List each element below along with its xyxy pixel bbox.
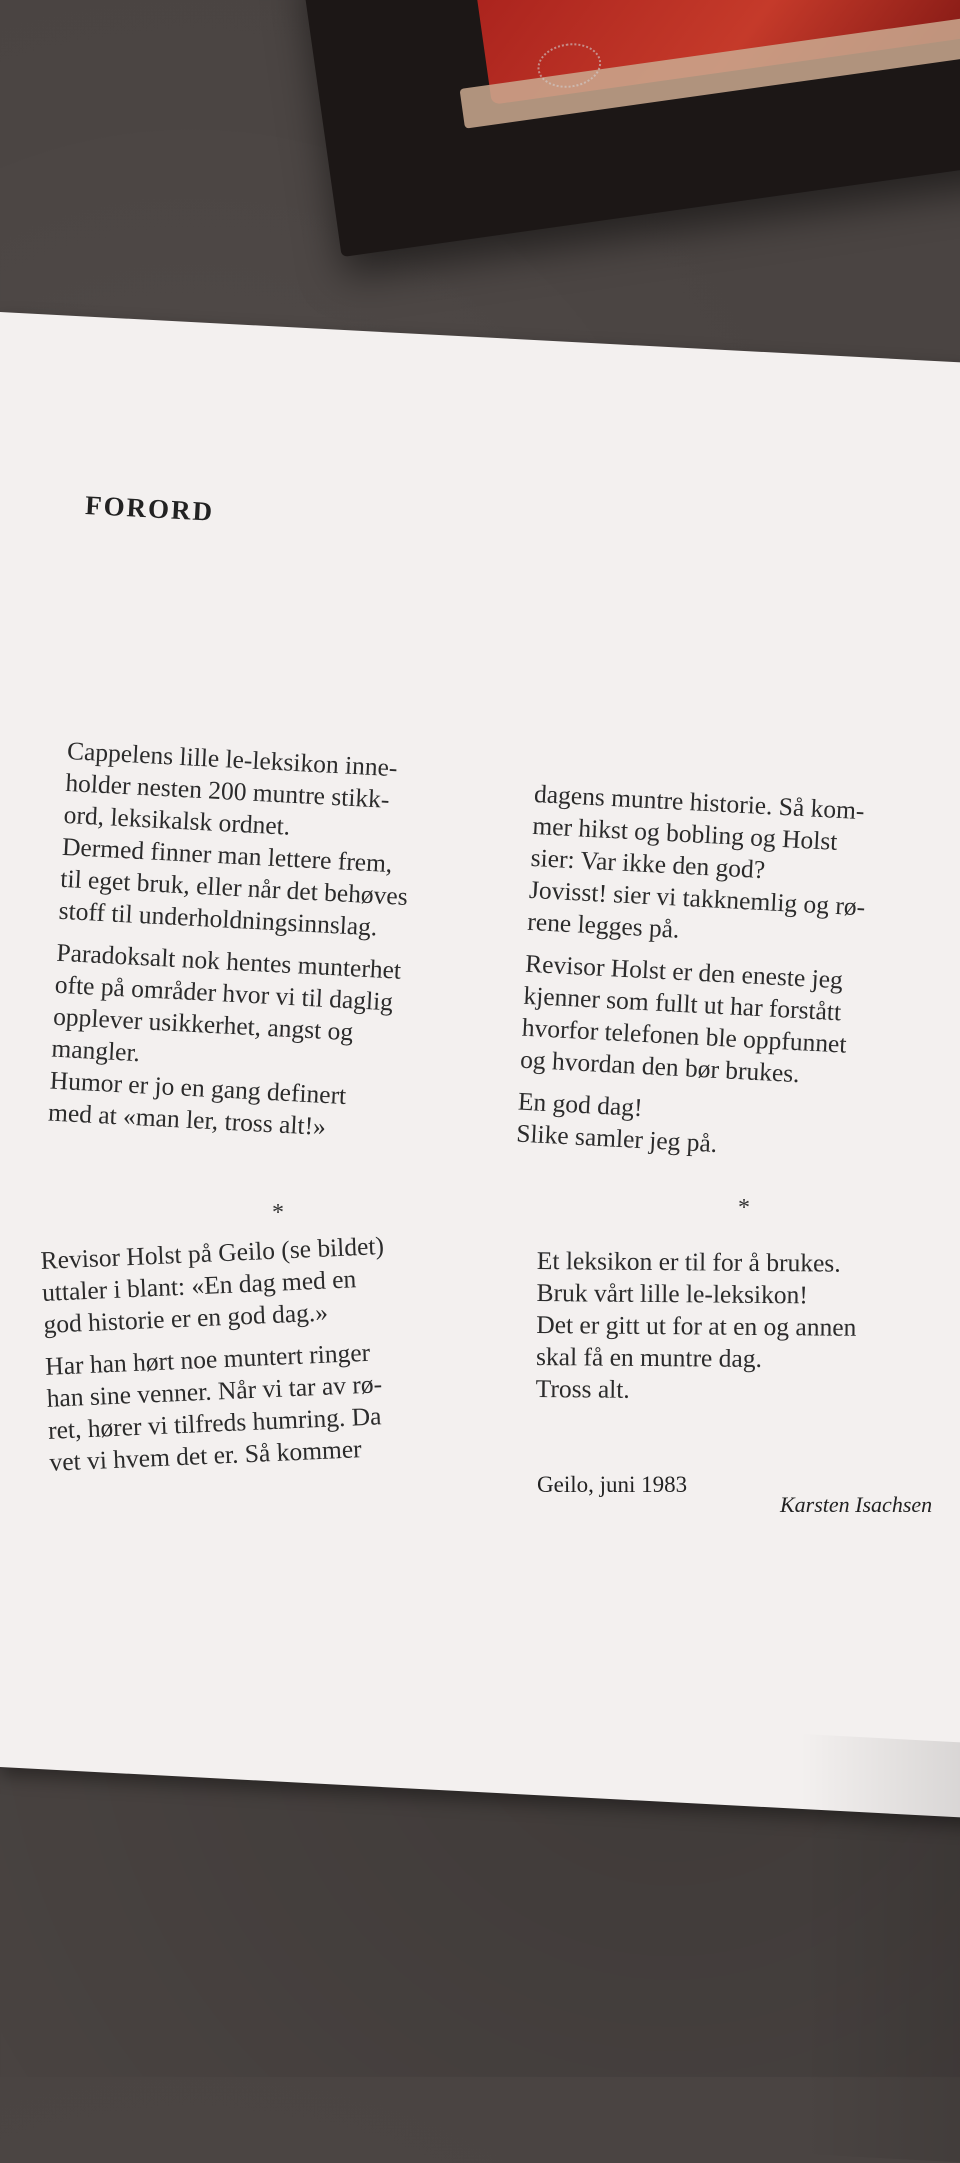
paragraph: Revisor Holst er den eneste jeg kjenner som fullt ut har forstått hvorfor telefonen ble oppfunnet og hvordan den bør brukes. <box>519 948 848 1089</box>
right-column-bottom <box>536 1245 947 1419</box>
signature: Karsten Isachsen <box>780 1492 933 1517</box>
background-book <box>300 0 960 257</box>
left-column-top <box>47 735 508 1161</box>
separator-right: * <box>738 1195 750 1221</box>
page-title: FORORD <box>84 490 215 527</box>
right-column-top <box>515 778 934 1180</box>
place-date: Geilo, juni 1983 <box>537 1472 688 1497</box>
left-column-bottom <box>40 1225 510 1489</box>
paragraph: Har han hørt noe muntert ringer han sine venner. Når vi tar av rø- ret, hører vi tilfreds humring. Da vet vi hvem det er. Så kommer <box>44 1337 383 1477</box>
separator-left: * <box>272 1200 284 1226</box>
hand-shadow <box>800 1734 960 2163</box>
paragraph: Revisor Holst på Geilo (se bildet) uttaler i blant: «En dag med en god historie er en god dag.» <box>40 1231 385 1339</box>
paragraph: Paradoksalt nok hentes munterhet ofte på områder hvor vi til daglig opplever usikkerhet, angst og mangler. Humor er jo en gang definert med at «man ler, tross alt!» <box>47 937 402 1142</box>
paragraph: dagens muntre historie. Så kom- mer hikst og bobling og Holst sier: Var ikke den god? Jovisst! sier vi takknemlig og rø- rene legges på. <box>526 778 866 944</box>
paragraph: En god dag! Slike samler jeg på. <box>515 1086 719 1159</box>
paragraph: Et leksikon er til for å brukes. Bruk vårt lille le-leksikon! Det er gitt ut for at en og annen skal få en muntre dag. Tross alt. <box>535 1246 857 1404</box>
paragraph: Cappelens lille le-leksikon inne- holder nesten 200 muntre stikk- ord, leksikalsk ordnet. Dermed finner man lettere frem, til eget bruk, eller når det behøves stoff til underholdningsinnslag. <box>58 735 409 942</box>
